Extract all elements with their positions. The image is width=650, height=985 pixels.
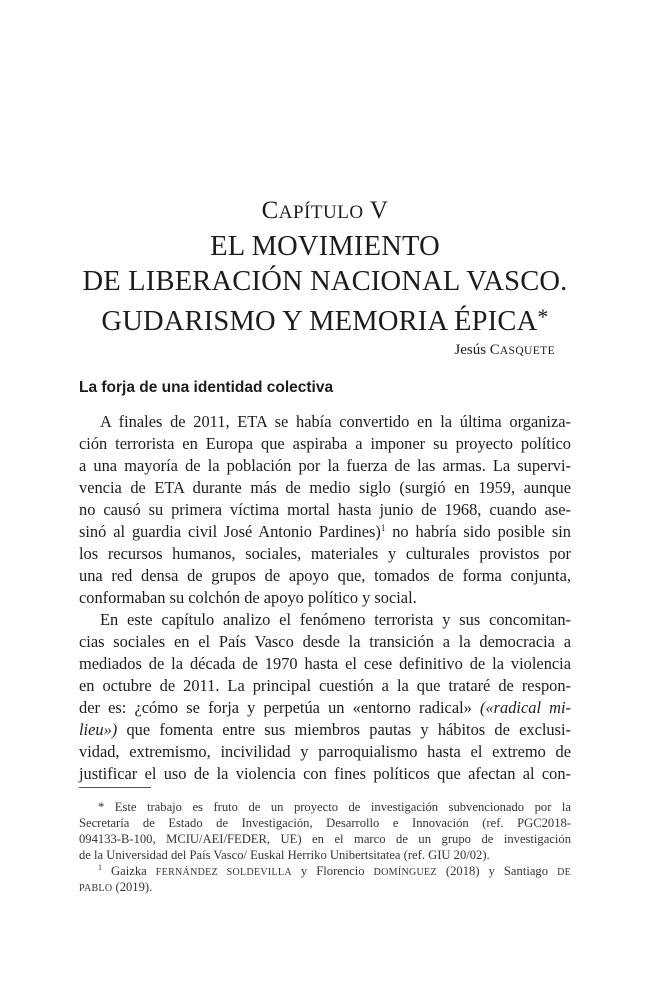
text-line: conformaban su colchón de apoyo político y social. bbox=[79, 588, 417, 607]
footnote-divider bbox=[79, 787, 151, 788]
text-line: sinó al guardia civil José Antonio Pardines)$^1$ no habría sido posible sin bbox=[79, 522, 571, 541]
footnote-line: 094133-B-100, MCIU/AEI/FEDER, UE) en el marco de un grupo de investigación bbox=[79, 832, 571, 846]
text-line: los recursos humanos, sociales, materiales y culturales provistos por bbox=[79, 544, 571, 563]
text-line: vencia de ETA durante más de medio siglo (surgió en 1959, aunque bbox=[79, 478, 571, 497]
chapter-title-line: GUDARISMO Y MEMORIA ÉPICA* bbox=[101, 304, 549, 337]
footnote-line: PABLO (2019). bbox=[79, 880, 153, 894]
footnote-asterisk: * bbox=[537, 304, 549, 329]
footnotes bbox=[79, 799, 571, 895]
text-line: A finales de 2011, ETA se había convertido en la última organiza- bbox=[100, 412, 571, 431]
footnote-line: $^1$ Gaizka FERNÁNDEZ SOLDEVILLA y Florencio DOMÍNGUEZ (2018) y Santiago DE bbox=[98, 863, 572, 878]
footnote-ref: 1 bbox=[380, 523, 386, 533]
text-line: lieu») que fomenta entre sus miembros pautas y hábitos de exclusi- bbox=[79, 720, 571, 739]
text-line: mediados de la década de 1970 hasta el cese definitivo de la violencia bbox=[79, 654, 571, 673]
text-line: der es: ¿cómo se forja y perpetúa un «entorno radical» («radical mi- bbox=[79, 698, 572, 717]
text-line: en octubre de 2011. La principal cuestión a la que trataré de respon- bbox=[79, 676, 571, 695]
footnote-line: * Este trabajo es fruto de un proyecto de investigación subvencionado por la bbox=[98, 800, 571, 814]
text-line: justificar el uso de la violencia con fines políticos que afectan al con- bbox=[79, 764, 571, 783]
section-heading: La forja de una identidad colectiva bbox=[79, 379, 334, 396]
text-line: En este capítulo analizo el fenómeno terrorista y sus concomitan- bbox=[100, 610, 571, 629]
text-line: cias sociales en el País Vasco desde la transición a la democracia a bbox=[79, 632, 571, 651]
footnote-line: Secretaría de Estado de Investigación, Desarrollo e Innovación (ref. PGC2018- bbox=[79, 816, 571, 830]
text-line: ción terrorista en Europa que aspiraba a imponer su proyecto político bbox=[79, 434, 571, 453]
text-line: vidad, extremismo, incivilidad y parroquialismo hasta el extremo de bbox=[79, 742, 571, 761]
chapter-title-line: DE LIBERACIÓN NACIONAL VASCO. bbox=[82, 266, 568, 297]
text-line: a una mayoría de la población por la fuerza de las armas. La supervi- bbox=[79, 456, 571, 475]
footnote-line: de la Universidad del País Vasco/ Euskal Herriko Unibertsitatea (ref. GIU 20/02). bbox=[79, 848, 490, 862]
body-text bbox=[79, 411, 571, 785]
chapter-title-line: EL MOVIMIENTO bbox=[210, 231, 440, 262]
chapter-number: CAPÍTULO V bbox=[261, 197, 389, 224]
text-line: una red densa de grupos de apoyo que, tomados de forma conjunta, bbox=[79, 566, 571, 585]
chapter-title bbox=[0, 229, 650, 339]
author-name: Jesús CASQUETE bbox=[454, 342, 555, 358]
text-line: no causó su primera víctima mortal hasta junio de 1968, cuando ase- bbox=[79, 500, 571, 519]
